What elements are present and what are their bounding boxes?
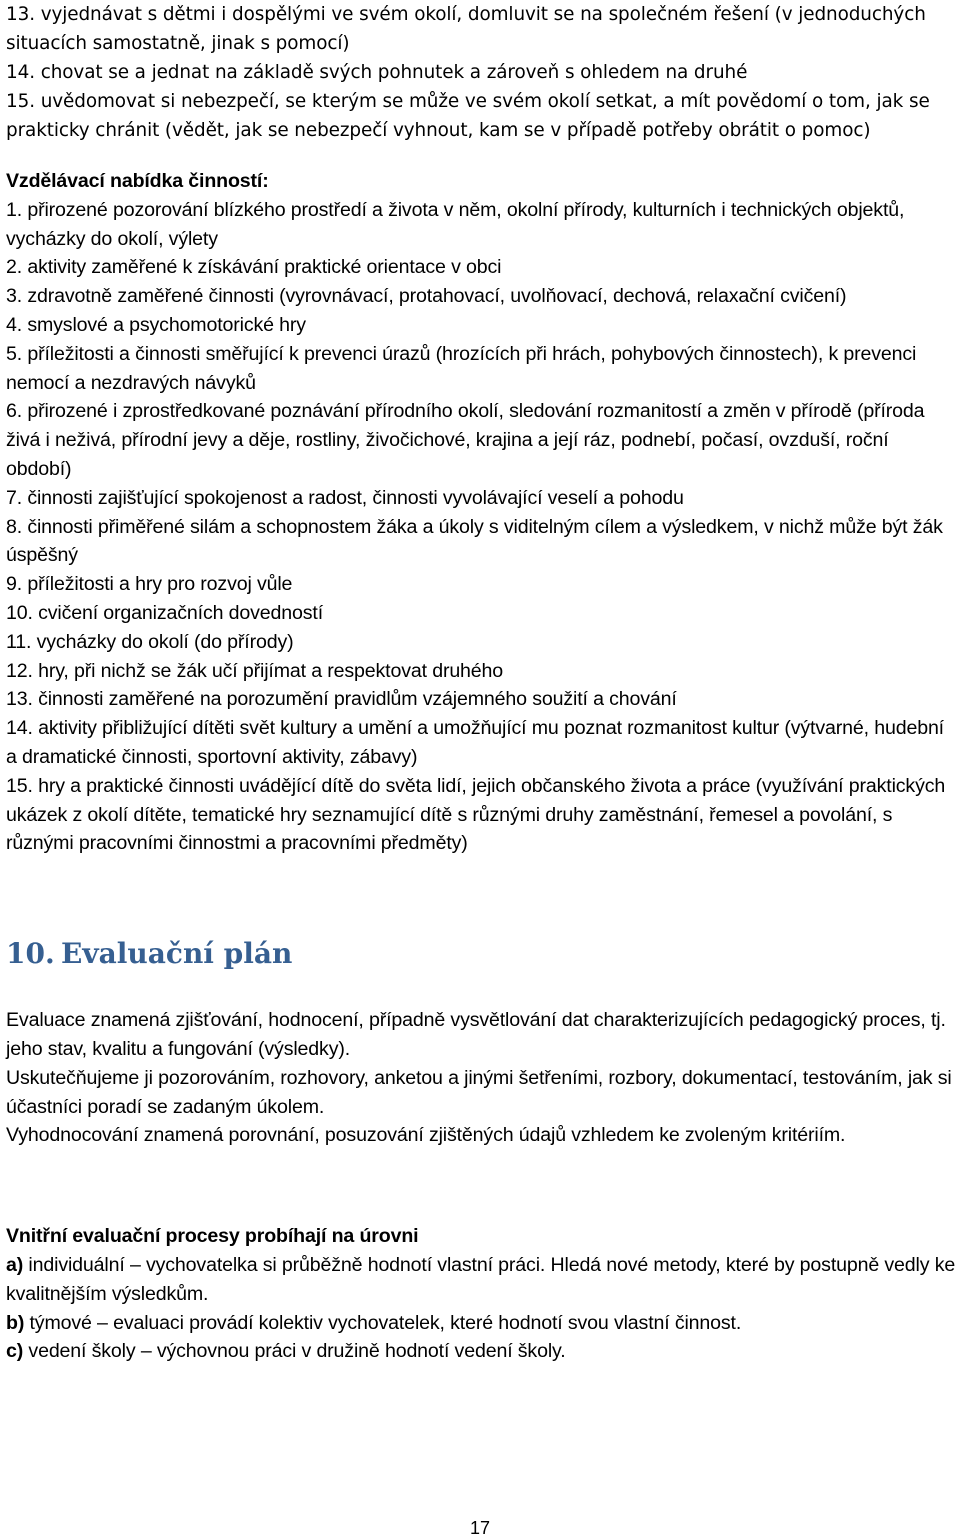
list-item: 13. činnosti zaměřené na porozumění pravidlům vzájemného soužití a chování [6,688,677,711]
list-item: 11. vycházky do okolí (do přírody) [6,630,294,653]
item-label: c) [6,1340,24,1363]
list-item: 2. aktivity zaměřené k získávání praktické orientace v obci [6,256,502,279]
item-label: a) [6,1253,24,1276]
list-item [6,1309,956,1338]
list-item: 9. příležitosti a hry pro rozvoj vůle [6,573,293,596]
item-text: individuální – vychovatelka si průběžně hodnotí vlastní práci. Hledá nové metody, které by postupně vedly ke kvalitnějším výsledkům. [6,1253,956,1305]
list-item: 4. smyslové a psychomotorické hry [6,313,306,336]
section-number: 10. [6,937,55,971]
evaluation-intro [6,1006,956,1150]
page-number: 17 [469,1518,491,1538]
list-item: 8. činnosti přiměřené silám a schopnostem žáka a úkoly s viditelným cílem a výsledkem, v nichž může být žák úspěšný [6,515,943,567]
section-heading [6,932,956,976]
paragraph: Evaluace znamená zjišťování, hodnocení, případně vysvětlování dat charakterizujících pedagogický proces, tj. jeho stav, kvalitu a fungování (výsledky). [6,1009,946,1060]
list-item: 15. hry a praktické činnosti uvádějící dítě do světa lidí, jejich občanského života a práce (využívání praktických ukázek z okolí dítěte, tematické hry seznamující dítě s různými druhy zaměstnání, řemesel a povolání, s různými pracovními činnostmi a pracovními předměty) [6,774,946,855]
list-item: 7. činnosti zajišťující spokojenost a radost, činnosti vyvolávající veselí a pohodu [6,486,684,509]
item-text: týmové – evaluaci provádí kolektiv vychovatelek, které hodnotí svou vlastní činnost. [24,1311,742,1334]
list-item: 14. chovat se a jednat na základě svých pohnutek a zároveň s ohledem na druhé [6,62,748,83]
list-item [6,1337,956,1366]
internal-evaluation [6,1222,956,1366]
list-item: 3. zdravotně zaměřené činnosti (vyrovnávací, protahovací, uvolňovací, dechová, relaxační cvičení) [6,285,847,308]
offer-heading: Vzdělávací nabídka činností: [6,170,269,192]
paragraph: Uskutečňujeme ji pozorováním, rozhovory, anketou a jinými šetřeními, rozbory, dokumentací, testováním, jak si účastníci poradí se zadaným úkolem. [6,1066,952,1118]
competency-list-continued [6,0,956,145]
document-page [6,0,956,1366]
list-item: 6. přirozené i zprostředkované poznávání přírodního okolí, sledování rozmanitostí a změn v přírodě (příroda živá i neživá, přírodní jevy a děje, rostliny, živočichové, krajina a její ráz, podnebí, počasí, ovzduší, roční období) [6,400,925,480]
list-item [6,1251,956,1309]
list-item: 12. hry, při nichž se žák učí přijímat a respektovat druhého [6,659,504,682]
list-item: 13. vyjednávat s dětmi i dospělými ve svém okolí, domluvit se na společném řešení (v jednoduchých situacích samostatně, jinak s pomocí) [6,4,926,54]
list-item: 14. aktivity přibližující dítěti svět kultury a umění a umožňující mu poznat rozmanitost kultur (výtvarné, hudební a dramatické činnosti, sportovní aktivity, zábavy) [6,717,944,768]
internal-heading: Vnitřní evaluační procesy probíhají na úrovni [6,1225,419,1248]
list-item: 1. přirozené pozorování blízkého prostředí a života v něm, okolní přírody, kulturních i technických objektů, vycházky do okolí, výlety [6,198,905,250]
item-label: b) [6,1311,25,1334]
educational-offer [6,167,956,858]
item-text: vedení školy – výchovnou práci v družině hodnotí vedení školy. [23,1340,566,1363]
list-item: 10. cvičení organizačních dovedností [6,601,324,624]
list-item: 5. příležitosti a činnosti směřující k prevenci úrazů (hrozících při hrách, pohybových činnostech), k prevenci nemocí a nezdravých návyků [6,342,917,394]
list-item: 15. uvědomovat si nebezpečí, se kterým se může ve svém okolí setkat, a mít povědomí o tom, jak se prakticky chránit (vědět, jak se nebezpečí vyhnout, kam se v případě potřeby obrátit o pomoc) [6,91,930,141]
paragraph: Vyhodnocování znamená porovnání, posuzování zjištěných údajů vzhledem ke zvoleným kritériím. [6,1124,846,1147]
section-title: Evaluační plán [61,937,293,971]
